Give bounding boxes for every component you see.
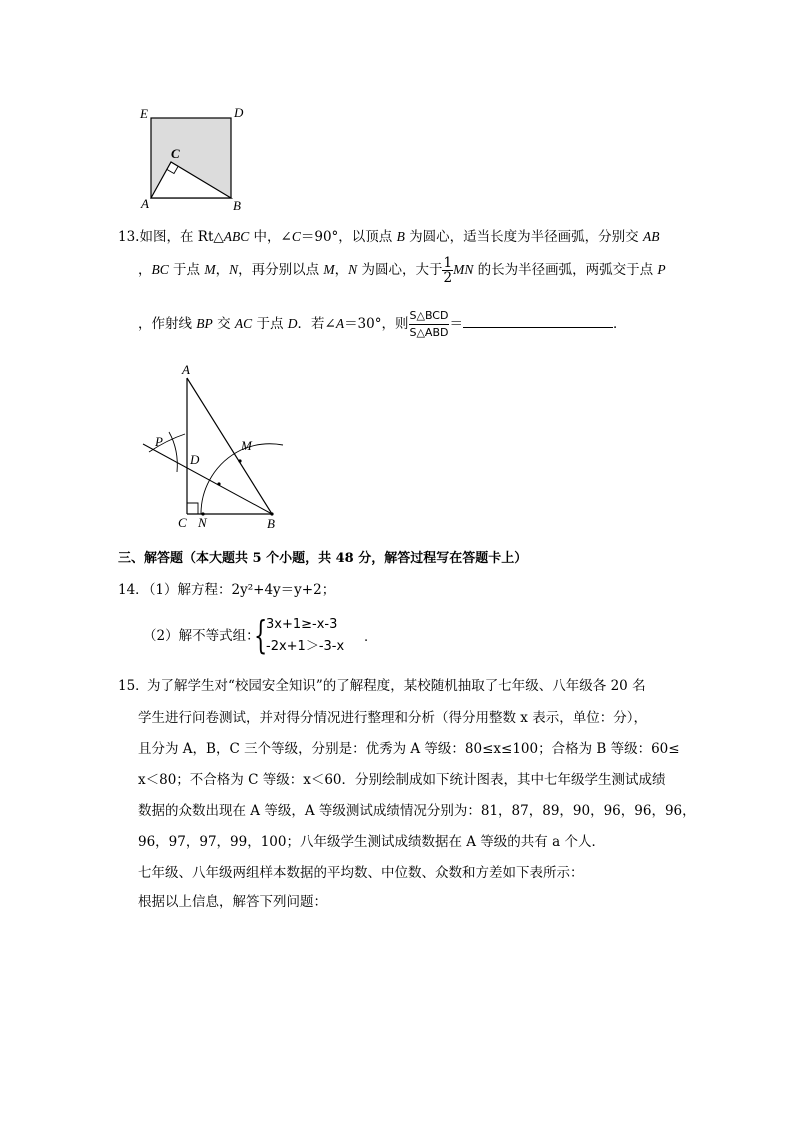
text: ， (138, 262, 152, 278)
label-C: C (178, 515, 187, 530)
q15-line-2: 学生进行问卷测试，并对得分情况进行整理和分析（得分用整数 x 表示，单位：分）， (138, 710, 647, 726)
text: ＝30°，则 (344, 316, 409, 332)
text: ＝90°，以顶点 (300, 229, 397, 245)
text: 如图，在 Rt△ (139, 229, 224, 245)
text: 中，∠ (249, 229, 292, 245)
inequality-end: . (364, 630, 369, 645)
label-C: C (171, 146, 180, 161)
q14-part1 (118, 580, 335, 600)
text: ， (215, 262, 230, 278)
q15-line-3: 且分为 A，B，C 三个等级，分别是：优秀为 A 等级：80≤x≤100；合格为 B 等级：60≤ (138, 741, 680, 757)
inequality-2: -2x+1＞-3-x (266, 639, 345, 654)
text: N (348, 262, 358, 277)
text: M (204, 262, 216, 277)
text: 交 (212, 316, 235, 332)
label-E: E (140, 106, 148, 121)
label-D: D (234, 105, 244, 120)
text: M (323, 262, 335, 277)
text: N (229, 262, 239, 277)
square-diagram (130, 100, 250, 215)
text: D (287, 316, 298, 331)
q15-number: 15． (118, 678, 149, 694)
q15-line-1: 为了解学生对“校园安全知识”的了解程度，某校随机抽取了七年级、八年级各 20 名 (147, 678, 646, 694)
text: 的长为半径画弧，两弧交于点 (473, 262, 658, 278)
q14-part2 (143, 626, 260, 646)
label-D: D (190, 452, 200, 467)
q13-line1 (118, 227, 659, 247)
text: ABC (223, 229, 250, 244)
text: B (396, 229, 405, 244)
q14-part1-text: （1）解方程：2y²+4y＝y+2； (148, 582, 336, 598)
arc-from-N (169, 432, 177, 472)
point-intersection (217, 482, 220, 485)
ratio-numerator: S△BCD (409, 308, 450, 325)
text: ． (612, 316, 627, 332)
q15-line-8: 根据以上信息，解答下列问题： (138, 894, 327, 910)
label-B: B (267, 516, 275, 531)
label-P: P (155, 434, 163, 449)
text: ， (334, 262, 349, 278)
q15-line-4: x＜80；不合格为 C 等级：x＜60．分别绘制成如下统计图表，其中七年级学生测试成绩 (138, 772, 666, 788)
text: ．若∠ (297, 316, 336, 332)
text: P (657, 262, 666, 277)
label-A: A (182, 362, 190, 377)
label-M: M (241, 438, 252, 453)
q15-line-7: 七年级、八年级两组样本数据的平均数、中位数、众数和方差如下表所示： (138, 865, 584, 881)
text: 为圆心，适当长度为半径画弧，分别交 (404, 229, 643, 245)
area-ratio-fraction (409, 308, 450, 341)
q13-number: 13. (118, 229, 140, 245)
text: ＝ (449, 316, 463, 332)
inequality-system-brace: { (254, 613, 268, 657)
q15-line-5: 数据的众数出现在 A 等级，A 等级测试成绩情况分别为：81，87，89，90，96，96，96， (138, 803, 696, 819)
label-B: B (233, 198, 241, 213)
figure-triangle-construction (135, 360, 285, 532)
q13-line2 (138, 255, 666, 285)
q15-line-6: 96，97，97，99，100；八年级学生测试成绩数据在 A 等级的共有 a 个人． (138, 834, 605, 850)
ratio-denominator: S△ABD (409, 326, 449, 339)
ray-BP (143, 444, 272, 514)
text: AB (642, 229, 660, 244)
q14-part2-text: （2）解不等式组： (143, 628, 260, 644)
text: AC (234, 316, 253, 331)
fraction-numerator: 1 (443, 255, 453, 271)
right-angle-mark (187, 503, 198, 514)
arc-MN (201, 450, 241, 514)
text: A (335, 316, 345, 331)
text: MN (453, 262, 474, 277)
text: 于点 (252, 316, 288, 332)
answer-blank[interactable] (463, 313, 613, 328)
text: ，作射线 (138, 316, 197, 332)
segment-AB (187, 378, 272, 514)
q14-number: 14． (118, 582, 149, 598)
label-A: A (141, 196, 149, 211)
q13-line3 (138, 305, 626, 343)
text: C (291, 229, 301, 244)
text: BP (196, 316, 213, 331)
text: BC (151, 262, 169, 277)
text: 于点 (168, 262, 205, 278)
label-N: N (198, 515, 207, 530)
inequality-1: 3x+1≥-x-3 (266, 617, 338, 632)
construction-diagram (135, 360, 285, 532)
section-3-title: 三、解答题（本大题共 5 个小题，共 48 分，解答过程写在答题卡上） (118, 551, 528, 566)
point-M (238, 459, 241, 462)
fraction-denominator: 2 (443, 270, 453, 286)
figure-square-triangle (130, 100, 250, 215)
text: ，再分别以点 (238, 262, 324, 278)
text: 为圆心，大于 (357, 262, 443, 278)
fraction-half (442, 256, 453, 285)
